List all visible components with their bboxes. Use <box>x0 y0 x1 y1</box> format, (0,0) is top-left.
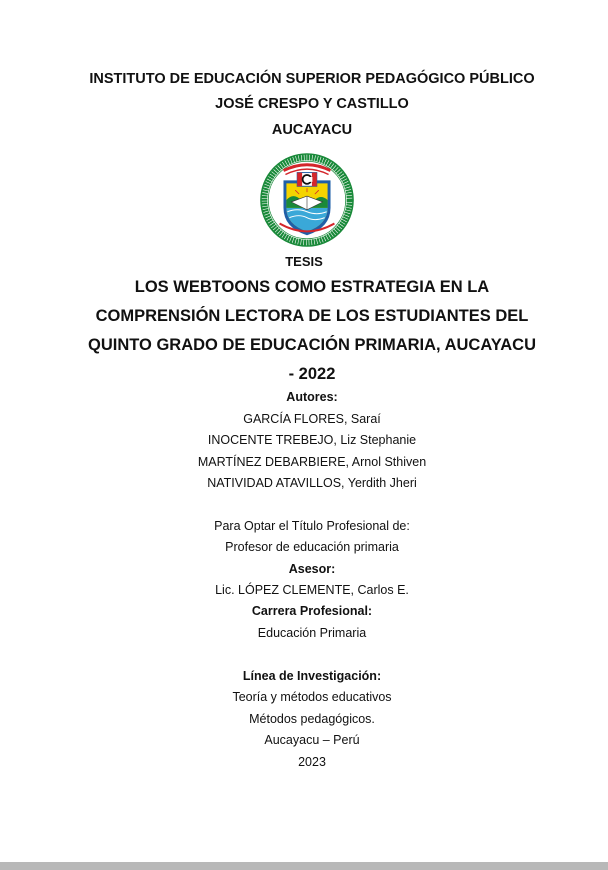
research-line-label: Línea de Investigación: <box>242 669 382 683</box>
author-name: INOCENTE TREBEJO, Liz Stephanie <box>207 433 417 447</box>
thesis-title-line2: COMPRENSIÓN LECTORA DE LOS ESTUDIANTES DEL <box>95 307 529 325</box>
thesis-title-line4: - 2022 <box>288 365 336 383</box>
author-name: MARTÍNEZ DEBARBIERE, Arnol Sthiven <box>197 455 427 469</box>
place: Aucayacu – Perú <box>264 733 360 747</box>
advisor-label: Asesor: <box>288 562 336 576</box>
research-line-item: Teoría y métodos educativos <box>232 690 392 704</box>
advisor-name: Lic. LÓPEZ CLEMENTE, Carlos E. <box>215 583 409 597</box>
page-bottom-edge <box>0 862 608 870</box>
research-line-item: Métodos pedagógicos. <box>249 712 375 726</box>
author-name: GARCÍA FLORES, Saraí <box>243 412 381 426</box>
year: 2023 <box>298 755 326 769</box>
degree-line1: Para Optar el Título Profesional de: <box>214 519 410 533</box>
thesis-title-line3: QUINTO GRADO DE EDUCACIÓN PRIMARIA, AUCAYACU <box>88 336 536 354</box>
institution-name-line2: JOSÉ CRESPO Y CASTILLO <box>215 96 409 112</box>
authors-label: Autores: <box>286 390 338 404</box>
career-label: Carrera Profesional: <box>251 604 373 618</box>
author-name: NATIVIDAD ATAVILLOS, Yerdith Jheri <box>207 476 417 490</box>
institution-city: AUCAYACU <box>271 122 353 138</box>
thesis-title-line1: LOS WEBTOONS COMO ESTRATEGIA EN LA <box>134 278 490 296</box>
document-type-label: TESIS <box>285 254 323 269</box>
career-value: Educación Primaria <box>257 626 367 640</box>
degree-line2: Profesor de educación primaria <box>225 540 399 554</box>
institution-seal-icon <box>258 151 356 249</box>
institution-name-line1: INSTITUTO DE EDUCACIÓN SUPERIOR PEDAGÓGICO PÚBLICO <box>89 71 535 87</box>
